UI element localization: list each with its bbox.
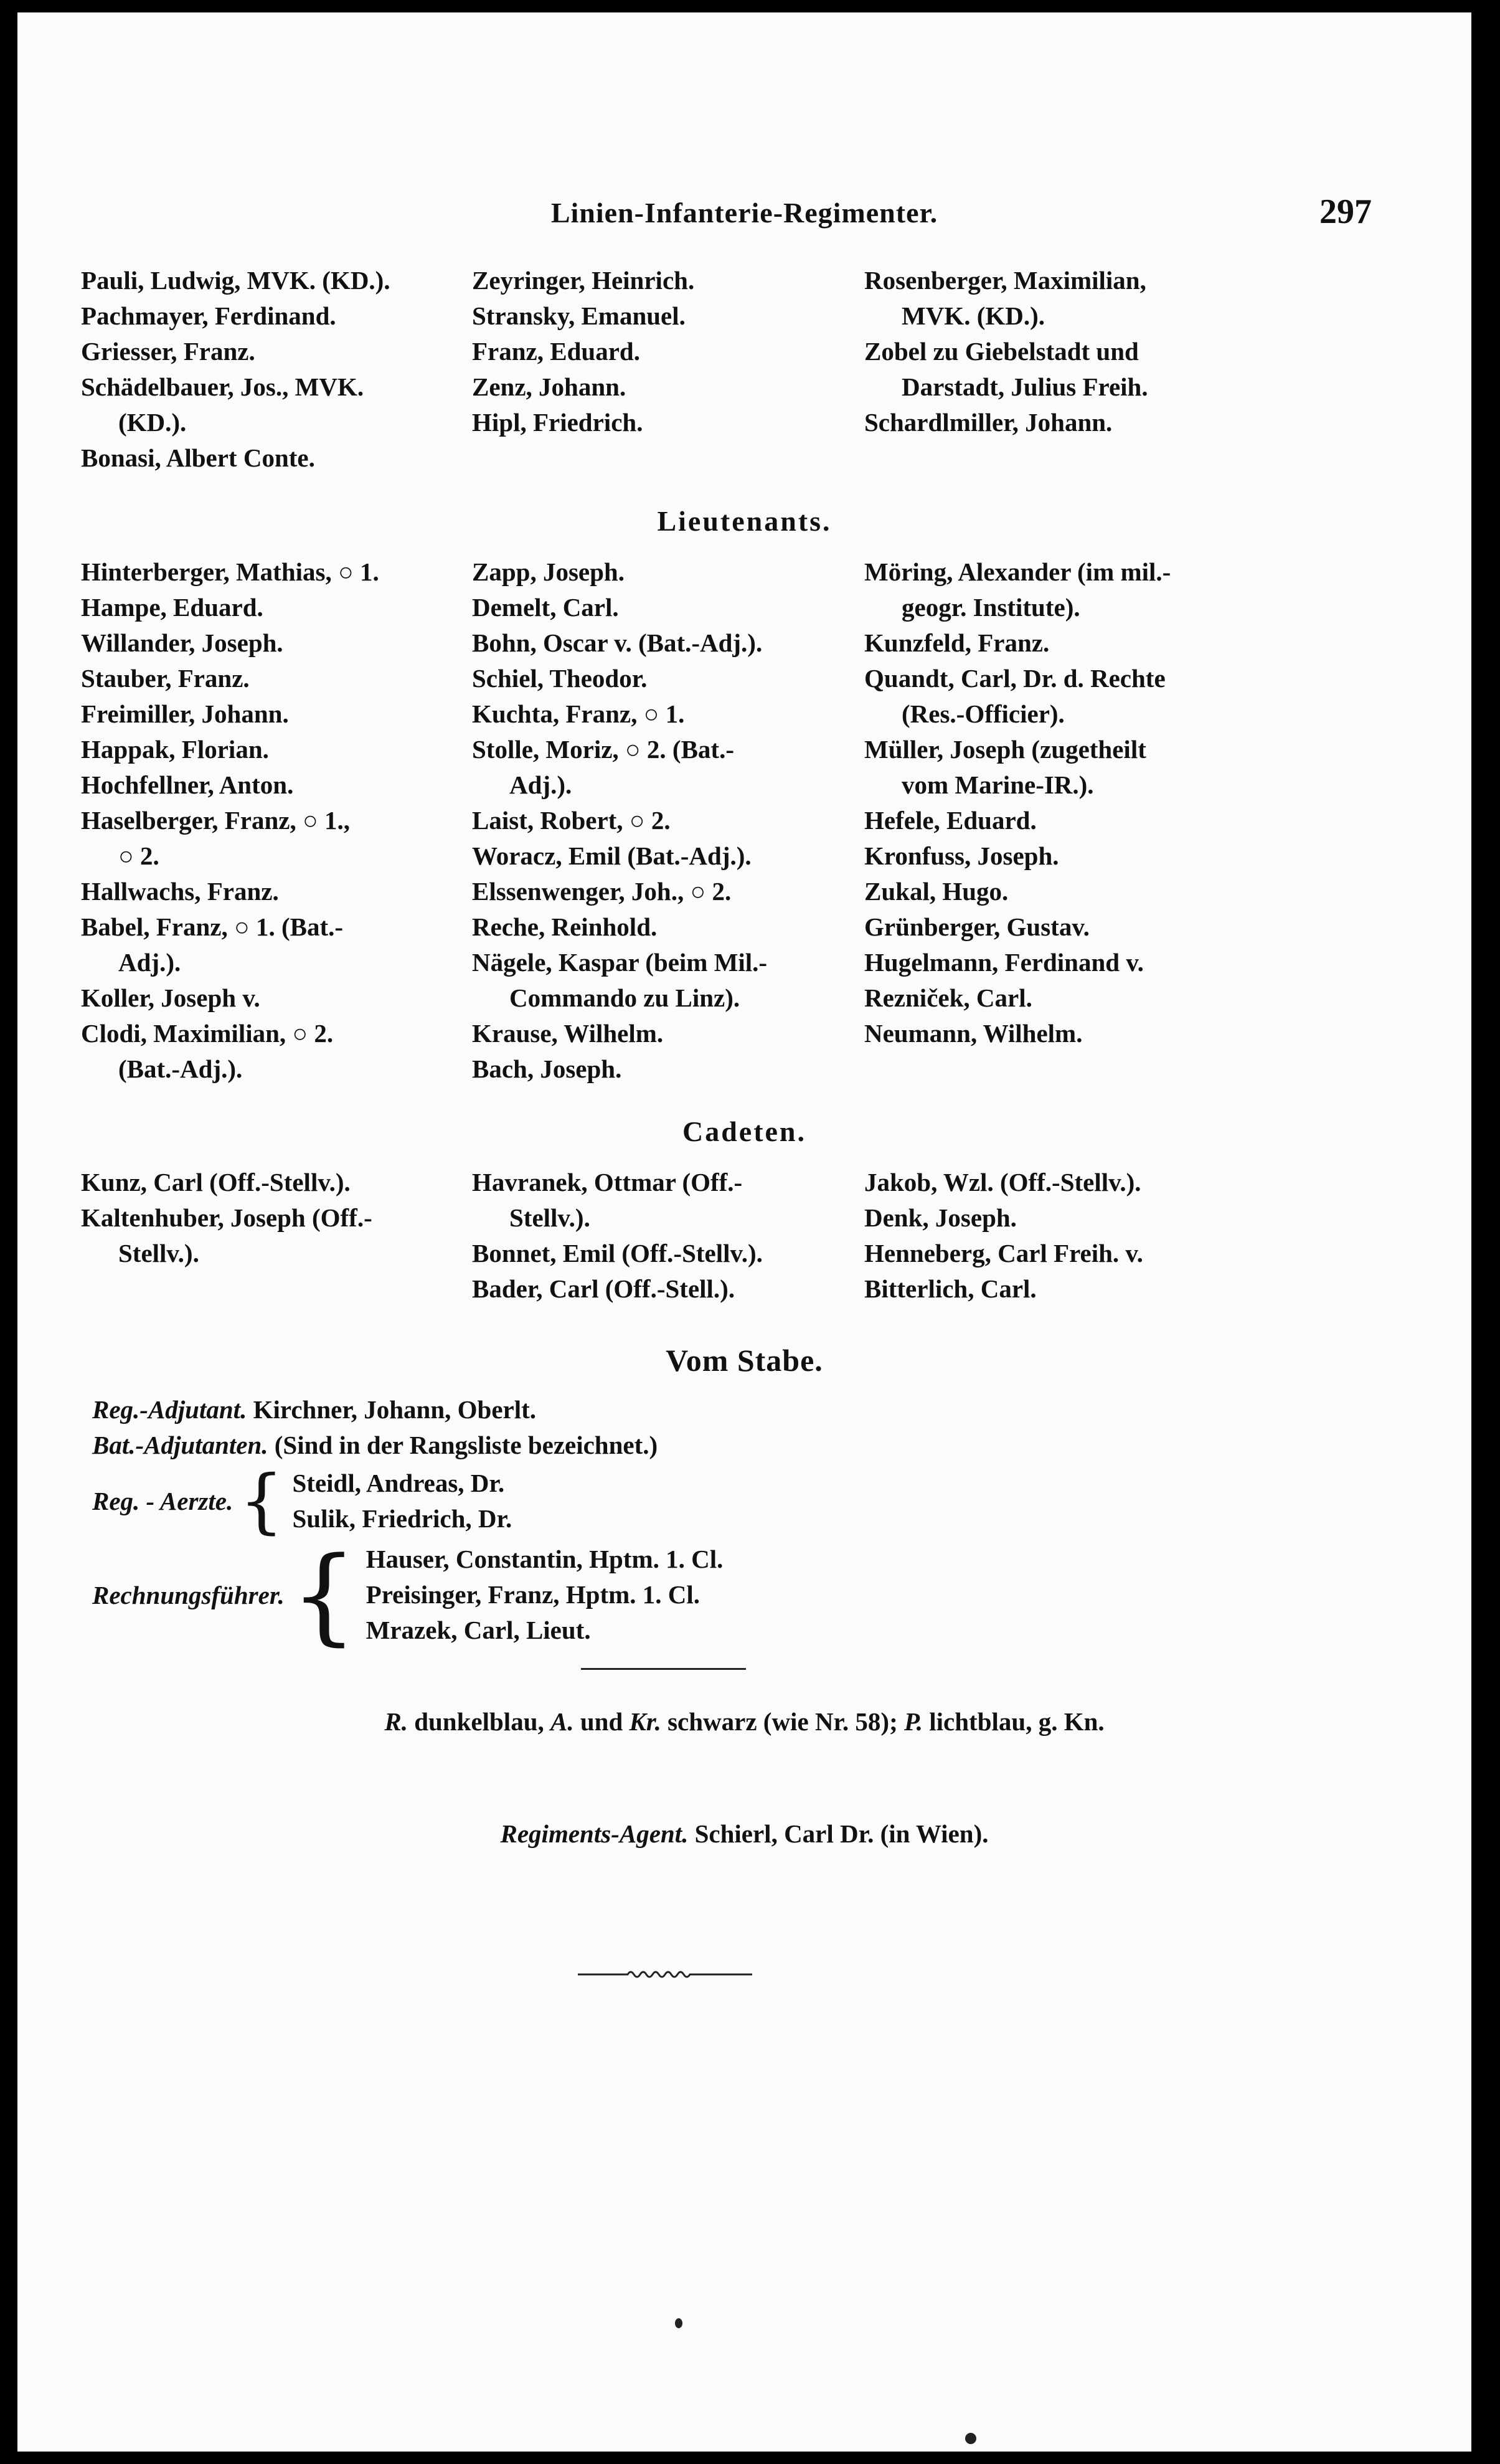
uniform-p-text: lichtblau, g. Kn.	[929, 1707, 1105, 1736]
rechnungsfuehrer-group	[92, 1533, 724, 1656]
aerzte-list	[293, 1466, 512, 1537]
list-item: Denk, Joseph.	[864, 1203, 1017, 1232]
list-item: Hauser, Constantin, Hptm. 1. Cl.	[366, 1545, 724, 1573]
list-item: Haselberger, Franz, ○ 1.,	[81, 806, 351, 835]
list-item: Hefele, Eduard.	[864, 806, 1037, 835]
list-item: Pachmayer, Ferdinand.	[81, 301, 336, 330]
list-item: Zukal, Hugo.	[864, 877, 1009, 906]
uniform-kr-label: Kr.	[629, 1707, 661, 1736]
list-item: Krause, Wilhelm.	[472, 1019, 664, 1048]
cadets-title: Cadeten.	[682, 1116, 807, 1147]
list-item: Hallwachs, Franz.	[81, 877, 279, 906]
list-item: (Res.-Officier).	[902, 699, 1065, 728]
uniform-r-text: dunkelblau,	[414, 1707, 544, 1736]
cadets-column-3	[864, 1165, 1263, 1307]
list-item: ○ 2.	[118, 841, 159, 870]
list-item: Bach, Joseph.	[472, 1054, 622, 1083]
list-item: Quandt, Carl, Dr. d. Rechte	[864, 664, 1166, 693]
agent-value: Schierl, Carl Dr. (in Wien).	[694, 1819, 989, 1848]
list-item: Hampe, Eduard.	[81, 593, 263, 622]
list-item: MVK. (KD.).	[902, 301, 1045, 330]
reg-adjutant-row	[92, 1392, 536, 1428]
list-item: Bohn, Oscar v. (Bat.-Adj.).	[472, 628, 763, 657]
list-item: Jakob, Wzl. (Off.-Stellv.).	[864, 1168, 1141, 1196]
top-column-3	[864, 263, 1263, 440]
list-item: Stolle, Moriz, ○ 2. (Bat.-	[472, 735, 734, 764]
list-item: Havranek, Ottmar (Off.-	[472, 1168, 743, 1196]
bat-adjutanten-value: (Sind in der Rangsliste bezeichnet.)	[274, 1431, 658, 1459]
list-item: Happak, Florian.	[81, 735, 269, 764]
rechnungsfuehrer-list	[366, 1542, 724, 1648]
uniform-r-label: R.	[384, 1707, 408, 1736]
list-item: geogr. Institute).	[902, 593, 1080, 622]
ink-speck	[965, 2433, 976, 2444]
list-item: Kunzfeld, Franz.	[864, 628, 1050, 657]
list-item: Steidl, Andreas, Dr.	[292, 1469, 505, 1497]
list-item: Schardlmiller, Johann.	[864, 408, 1113, 437]
list-item: Elssenwenger, Joh., ○ 2.	[472, 877, 732, 906]
book-page	[17, 12, 1471, 2452]
staff-title: Vom Stabe.	[666, 1343, 823, 1378]
list-item: Zobel zu Giebelstadt und	[864, 337, 1139, 366]
list-item: Stauber, Franz.	[81, 664, 250, 693]
list-item: Freimiller, Johann.	[81, 699, 289, 728]
list-item: Commando zu Linz).	[509, 983, 740, 1012]
list-item: Sulik, Friedrich, Dr.	[292, 1504, 512, 1533]
list-item: Zenz, Johann.	[472, 372, 626, 401]
reg-adjutant-value: Kirchner, Johann, Oberlt.	[253, 1395, 537, 1424]
left-brace-icon: {	[290, 1533, 357, 1656]
list-item: Kuchta, Franz, ○ 1.	[472, 699, 685, 728]
list-item: Preisinger, Franz, Hptm. 1. Cl.	[366, 1580, 700, 1609]
list-item: Adj.).	[118, 948, 181, 977]
list-item: Hinterberger, Mathias, ○ 1.	[81, 557, 379, 586]
list-item: Koller, Joseph v.	[81, 983, 260, 1012]
reg-adjutant-label: Reg.-Adjutant.	[92, 1395, 247, 1424]
list-item: Hipl, Friedrich.	[472, 408, 643, 437]
list-item: Laist, Robert, ○ 2.	[472, 806, 671, 835]
list-item: Bader, Carl (Off.-Stell.).	[472, 1274, 735, 1303]
list-item: Griesser, Franz.	[81, 337, 255, 366]
list-item: Neumann, Wilhelm.	[864, 1019, 1083, 1048]
list-item: Rosenberger, Maximilian,	[864, 266, 1146, 295]
uniform-p-label: P.	[904, 1707, 923, 1736]
list-item: Kronfuss, Joseph.	[864, 841, 1059, 870]
list-item: Willander, Joseph.	[81, 628, 283, 657]
list-item: Henneberg, Carl Freih. v.	[864, 1239, 1143, 1268]
left-brace-icon: {	[239, 1461, 284, 1542]
list-item: Zeyringer, Heinrich.	[472, 266, 695, 295]
uniform-kr-text: schwarz (wie Nr. 58);	[667, 1707, 898, 1736]
list-item: Clodi, Maximilian, ○ 2.	[81, 1019, 334, 1048]
ink-speck	[675, 2318, 682, 2328]
list-item: Bonnet, Emil (Off.-Stellv.).	[472, 1239, 763, 1268]
list-item: Darstadt, Julius Freih.	[902, 372, 1148, 401]
running-title: Linien-Infanterie-Regimenter.	[550, 197, 938, 229]
lieutenants-title: Lieutenants.	[657, 505, 832, 537]
top-column-2	[472, 263, 858, 440]
list-item: Stellv.).	[509, 1203, 590, 1232]
list-item: Rezniček, Carl.	[864, 983, 1032, 1012]
list-item: Pauli, Ludwig, MVK. (KD.).	[81, 266, 390, 295]
list-item: vom Marine-IR.).	[902, 770, 1094, 799]
list-item: Franz, Eduard.	[472, 337, 640, 366]
top-column-1	[81, 263, 467, 476]
uniform-a-label: A.	[550, 1707, 574, 1736]
cadets-column-1	[81, 1165, 467, 1271]
uniform-colors-line	[17, 1707, 1471, 1737]
list-item: Reche, Reinhold.	[472, 912, 658, 941]
list-item: Woracz, Emil (Bat.-Adj.).	[472, 841, 752, 870]
list-item: Schiel, Theodor.	[472, 664, 648, 693]
list-item: Hochfellner, Anton.	[81, 770, 294, 799]
list-item: Kunz, Carl (Off.-Stellv.).	[81, 1168, 351, 1196]
cadets-column-2	[472, 1165, 858, 1307]
list-item: Stransky, Emanuel.	[472, 301, 686, 330]
lieutenants-column-3	[864, 554, 1263, 1051]
list-item: Stellv.).	[118, 1239, 199, 1268]
list-item: Adj.).	[509, 770, 572, 799]
list-item: Kaltenhuber, Joseph (Off.-	[81, 1203, 372, 1232]
bat-adjutanten-label: Bat.-Adjutanten.	[92, 1431, 268, 1459]
list-item: Müller, Joseph (zugetheilt	[864, 735, 1146, 764]
page-number: 297	[1319, 192, 1372, 231]
list-item: Mrazek, Carl, Lieut.	[366, 1616, 591, 1644]
ornament-squiggle-icon	[578, 1967, 752, 1982]
list-item: Schädelbauer, Jos., MVK.	[81, 372, 364, 401]
list-item: Demelt, Carl.	[472, 593, 619, 622]
regiments-agent-line	[17, 1819, 1471, 1849]
list-item: Zapp, Joseph.	[472, 557, 625, 586]
aerzte-label: Reg. - Aerzte.	[92, 1487, 233, 1515]
agent-label: Regiments-Agent.	[500, 1819, 689, 1848]
divider-rule	[581, 1668, 746, 1670]
list-item: (KD.).	[118, 408, 187, 437]
rechnungsfuehrer-label: Rechnungsführer.	[92, 1580, 285, 1609]
list-item: Möring, Alexander (im mil.-	[864, 557, 1171, 586]
list-item: Bitterlich, Carl.	[864, 1274, 1037, 1303]
list-item: Bonasi, Albert Conte.	[81, 443, 315, 472]
bat-adjutanten-row	[92, 1428, 658, 1463]
aerzte-group	[92, 1461, 512, 1542]
lieutenants-column-2	[472, 554, 858, 1087]
list-item: Grünberger, Gustav.	[864, 912, 1090, 941]
lieutenants-column-1	[81, 554, 467, 1087]
list-item: Babel, Franz, ○ 1. (Bat.-	[81, 912, 344, 941]
uniform-a-text: und	[580, 1707, 623, 1736]
list-item: Hugelmann, Ferdinand v.	[864, 948, 1144, 977]
list-item: Nägele, Kaspar (beim Mil.-	[472, 948, 768, 977]
list-item: (Bat.-Adj.).	[118, 1054, 243, 1083]
